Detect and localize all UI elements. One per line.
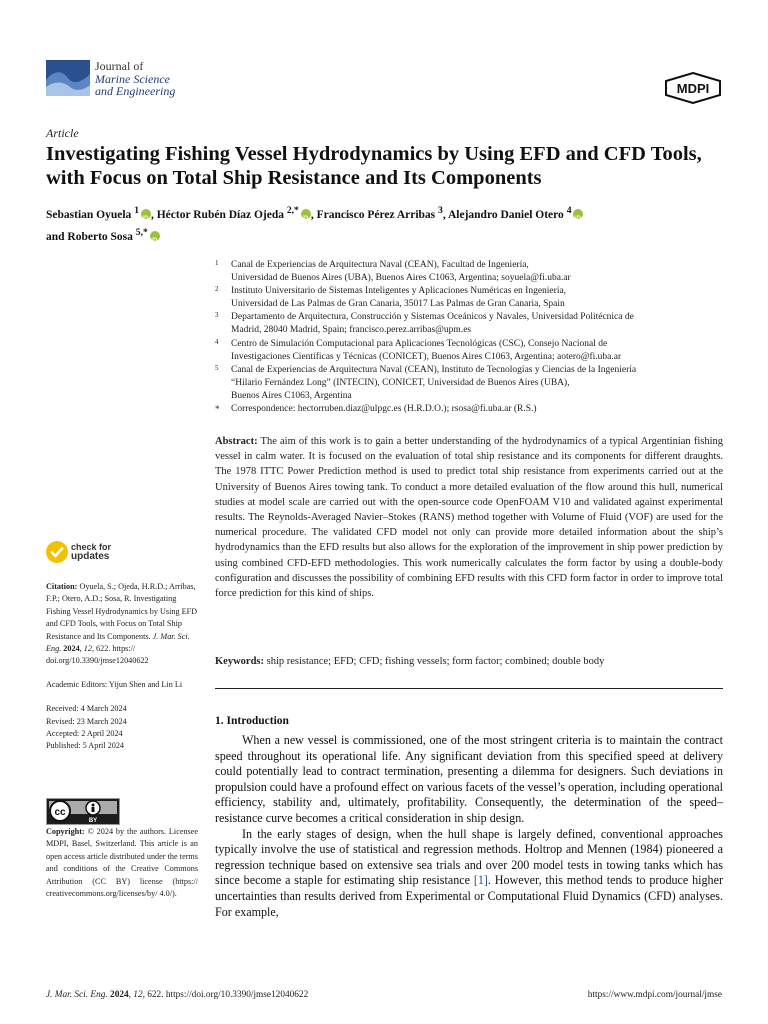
section-divider: [215, 688, 723, 689]
copyright-label: Copyright:: [46, 827, 85, 836]
affiliation-item: [212, 338, 727, 364]
affiliation-line: Canal de Experiencias de Arquitectura Naval (CEAN), Facultad de Ingeniería,: [231, 260, 529, 270]
keywords-label: Keywords:: [215, 656, 264, 667]
author-affiliation-mark: 4: [566, 205, 572, 216]
citation-journal: J. Mar. Sci. Eng.: [46, 631, 190, 654]
author-name: Sebastian Oyuela: [46, 208, 132, 221]
affiliation-mark: 1: [215, 259, 219, 267]
mdpi-logo-text: MDPI: [676, 81, 710, 96]
article-type: Article: [46, 126, 79, 140]
author-list: Sebastian Oyuela $^1$iD , Héctor Rubén Díaz Ojeda $^{2,*}$iD , Francisco Pérez Arribas $^3$, Alejandro Daniel Otero $^4$iD and Roberto Sosa $^{5,*}$iD: [46, 202, 736, 246]
orcid-icon[interactable]: [301, 209, 311, 219]
check-for-updates-button[interactable]: [71, 542, 111, 562]
abstract: [215, 434, 723, 601]
check-for-updates-icon[interactable]: [46, 541, 68, 563]
intro-paragraph-2-text-cont: . However, this method tends to produce higher uncertainties than results derived from Experimental or Computational Fluid Dynamics (CFD) analyses. For example,: [215, 873, 723, 919]
intro-paragraph-1: When a new vessel is commissioned, one of the most stringent criteria is to maintain the contract speed throughout its operational life. Any significant deviation from this specified speed at delivery could potentially lead to contract termination, presenting a dilemma for designers. Such deviations in propulsion could have a profound effect on various facets of the vessel’s operation, including operational efficiency, stability and, ultimately, profitability. Consequently, the determination of the speed–resistance curve becomes a critical consideration in ship design.: [215, 733, 723, 825]
author-name: Héctor Rubén Díaz Ojeda: [156, 208, 284, 221]
footer-citation: J. Mar. Sci. Eng. 2024, 12, 622. https://doi.org/10.3390/jmse12040622: [46, 990, 309, 1000]
citation-text: Oyuela, S.; Ojeda, H.R.D.; Arribas, F.P.; Otero, A.D.; Sosa, R. Investigating Fishing Vessel Hydrodynamics by Using EFD and CFD Tools, with Focus on Total Ship Resistance and Its Components.: [46, 582, 198, 641]
correspondence: [212, 403, 727, 416]
copyright-notice: [46, 826, 198, 900]
date-revised: Revised: 23 March 2024: [46, 716, 127, 726]
intro-paragraph-2: [215, 827, 723, 921]
affiliation-item: [212, 285, 727, 311]
affiliation-line: Centro de Simulación Computacional para Aplicaciones Tecnológicas (CSC), Consejo Nacional de: [231, 338, 608, 349]
svg-text:cc: cc: [54, 807, 66, 818]
introduction-body: [215, 733, 723, 920]
copyright-text: © 2024 by the authors. Licensee MDPI, Basel, Switzerland. This article is an open access article distributed under the terms and conditions of the Creative Commons Attribution (CC BY) license (https:// creativecommons.org/licenses/by/ 4.0/).: [46, 827, 199, 899]
author-name: Francisco Pérez Arribas: [316, 208, 436, 221]
citation-doi[interactable]: , 622. https:// doi.org/10.3390/jmse12040622: [46, 644, 149, 666]
author-affiliation-mark: 3: [438, 205, 443, 216]
affiliation-line: Departamento de Arquitectura, Construcción y Sistemas Oceánicos y Navales, Universidad Politécnica de: [231, 312, 634, 323]
authors-joiner: and: [46, 230, 65, 243]
footer-journal-url[interactable]: https://www.mdpi.com/journal/jmse: [587, 990, 722, 1000]
affiliation-line: Instituto Universitario de Sistemas Inteligentes y Aplicaciones Numéricas en Ingeniería,: [231, 286, 567, 297]
svg-text:BY: BY: [88, 818, 98, 824]
orcid-icon[interactable]: [141, 209, 151, 219]
correspondence-mark: *: [215, 404, 220, 415]
citation-volume: 12: [83, 644, 92, 654]
citation-label: Citation:: [46, 582, 78, 591]
date-received: Received: 4 March 2024: [46, 704, 127, 714]
citation-year: 2024: [63, 644, 80, 654]
check-for-updates-line1: check for: [71, 542, 112, 552]
sidebar-info: [46, 581, 198, 753]
author-affiliation-mark: 2,*: [286, 205, 299, 216]
author-name: Roberto Sosa: [67, 230, 133, 243]
orcid-icon[interactable]: [573, 209, 583, 219]
check-for-updates-line2: updates: [71, 551, 110, 562]
affiliation-mark: 5: [215, 363, 219, 372]
affiliation-line: Buenos Aires C1063, Argentina: [231, 390, 352, 401]
reference-link[interactable]: [1]: [473, 873, 488, 888]
author-name: Alejandro Daniel Otero: [447, 208, 564, 221]
dates: [46, 703, 198, 753]
correspondence-line: Correspondence: hectorruben.diaz@ulpgc.es (H.R.D.O.); rsosa@fi.uba.ar (R.S.): [231, 404, 537, 415]
footer-doi-link[interactable]: , 622. https://doi.org/10.3390/jmse12040622: [142, 990, 309, 1000]
journal-name-line2: Marine Science: [95, 71, 170, 86]
affiliation-item: [212, 259, 727, 285]
affiliation-line: Universidad de Las Palmas de Gran Canaria, 35017 Las Palmas de Gran Canaria, Spain: [231, 299, 565, 310]
keywords-text: ship resistance; EFD; CFD; fishing vessels; form factor; combined; double body: [266, 656, 605, 667]
affiliation-mark: 2: [215, 285, 219, 294]
abstract-text: The aim of this work is to gain a better understanding of the hydrodynamics of a typical Argentinian fishing vessel in calm water. It is focused on the evaluation of total ship resistance and its components for different draughts. The 1978 ITTC Power Prediction method is used to predict total ship resistance from experiments carried out at the University of Buenos Aires towing tank. To conduct a more detailed evaluation of the flow around this hull, numerical studies at model scale are carried out with the open-source code OpenFOAM V10 and validated against experimental results. The Reynolds-Averaged Navier–Stokes (RANS) method together with Volume of Fluid (VOF) are used for the numerical procedure. The validated CFD model not only can provide more detailed information about the ship’s hydrodynamics than the EFD results but also allows for the exploration of the improvement in ship power prediction by using combined CFD-EFD methodologies. This work numerically calculates the form factor by using a double-body configuration and discusses the possibility of combining EFD results with this CFD form factor in order to improve total force prediction for this kind of ships.: [215, 436, 723, 600]
affiliation-line: Universidad de Buenos Aires (UBA), Buenos Aires C1063, Argentina; soyuela@fi.uba.ar: [231, 273, 571, 284]
academic-editors: Academic Editors: Yijun Shen and Lin Li: [46, 679, 183, 689]
section-heading: 1. Introduction: [215, 715, 289, 727]
affiliation-line: Investigaciones Científicas y Técnicas (CONICET), Buenos Aires C1063, Argentina; aotero@fi.uba.ar: [231, 351, 622, 362]
cc-by-license-icon[interactable]: [46, 798, 120, 825]
abstract-label: Abstract:: [215, 436, 258, 447]
footer-volume: 12: [133, 990, 143, 1000]
author-affiliation-mark: 5,*: [135, 226, 148, 238]
footer-journal: J. Mar. Sci. Eng.: [46, 990, 108, 1000]
affiliation-mark: 3: [215, 311, 219, 320]
intro-paragraph-2-text: In the early stages of design, when the hull shape is largely defined, conventional approaches typically involve the use of statistical and regression methods. Holtrop and Mennen (1984) pioneered a regression technique based on extensive sea trials and over 200 model tests in towing tanks which has since become a staple for estimating ship resistance: [215, 826, 723, 888]
orcid-icon[interactable]: [150, 231, 160, 241]
affiliations: [212, 259, 727, 416]
journal-name-line3: and Engineering: [95, 84, 176, 98]
checkmark-icon: [46, 541, 68, 563]
mdpi-logo-icon: [663, 72, 723, 104]
affiliation-mark: 4: [215, 337, 219, 346]
author-affiliation-mark: 1: [134, 205, 139, 216]
journal-name: [95, 60, 175, 98]
article-title: Investigating Fishing Vessel Hydrodynamics by Using EFD and CFD Tools, with Focus on Total Ship Resistance and Its Components: [46, 143, 702, 189]
affiliation-item: [212, 364, 727, 403]
journal-name-line1: Journal of: [95, 59, 144, 73]
footer-year: 2024: [110, 990, 129, 1000]
affiliation-line: “Hilario Fernández Long” (INTECIN), CONICET, Universidad de Buenos Aires (UBA),: [231, 377, 570, 388]
keywords: [215, 654, 723, 669]
affiliation-line: Canal de Experiencias de Arquitectura Naval (CEAN), Instituto de Tecnologías y Ciencias de la Ingeniería: [231, 364, 637, 375]
affiliation-line: Madrid, 28040 Madrid, Spain; francisco.perez.arribas@upm.es: [231, 325, 472, 336]
journal-logo-icon: [46, 60, 90, 96]
citation: Citation: Oyuela, S.; Ojeda, H.R.D.; Arribas, F.P.; Otero, A.D.; Sosa, R. Investigating Fishing Vessel Hydrodynamics by Using EFD and CFD Tools, with Focus on Total Ship Resistance and Its Components. J. Mar. Sci. Eng. 2024, 12, 622. https:// doi.org/10.3390/jmse12040622: [46, 582, 198, 666]
affiliation-item: [212, 311, 727, 337]
date-published: Published: 5 April 2024: [46, 741, 125, 751]
date-accepted: Accepted: 2 April 2024: [46, 729, 123, 739]
